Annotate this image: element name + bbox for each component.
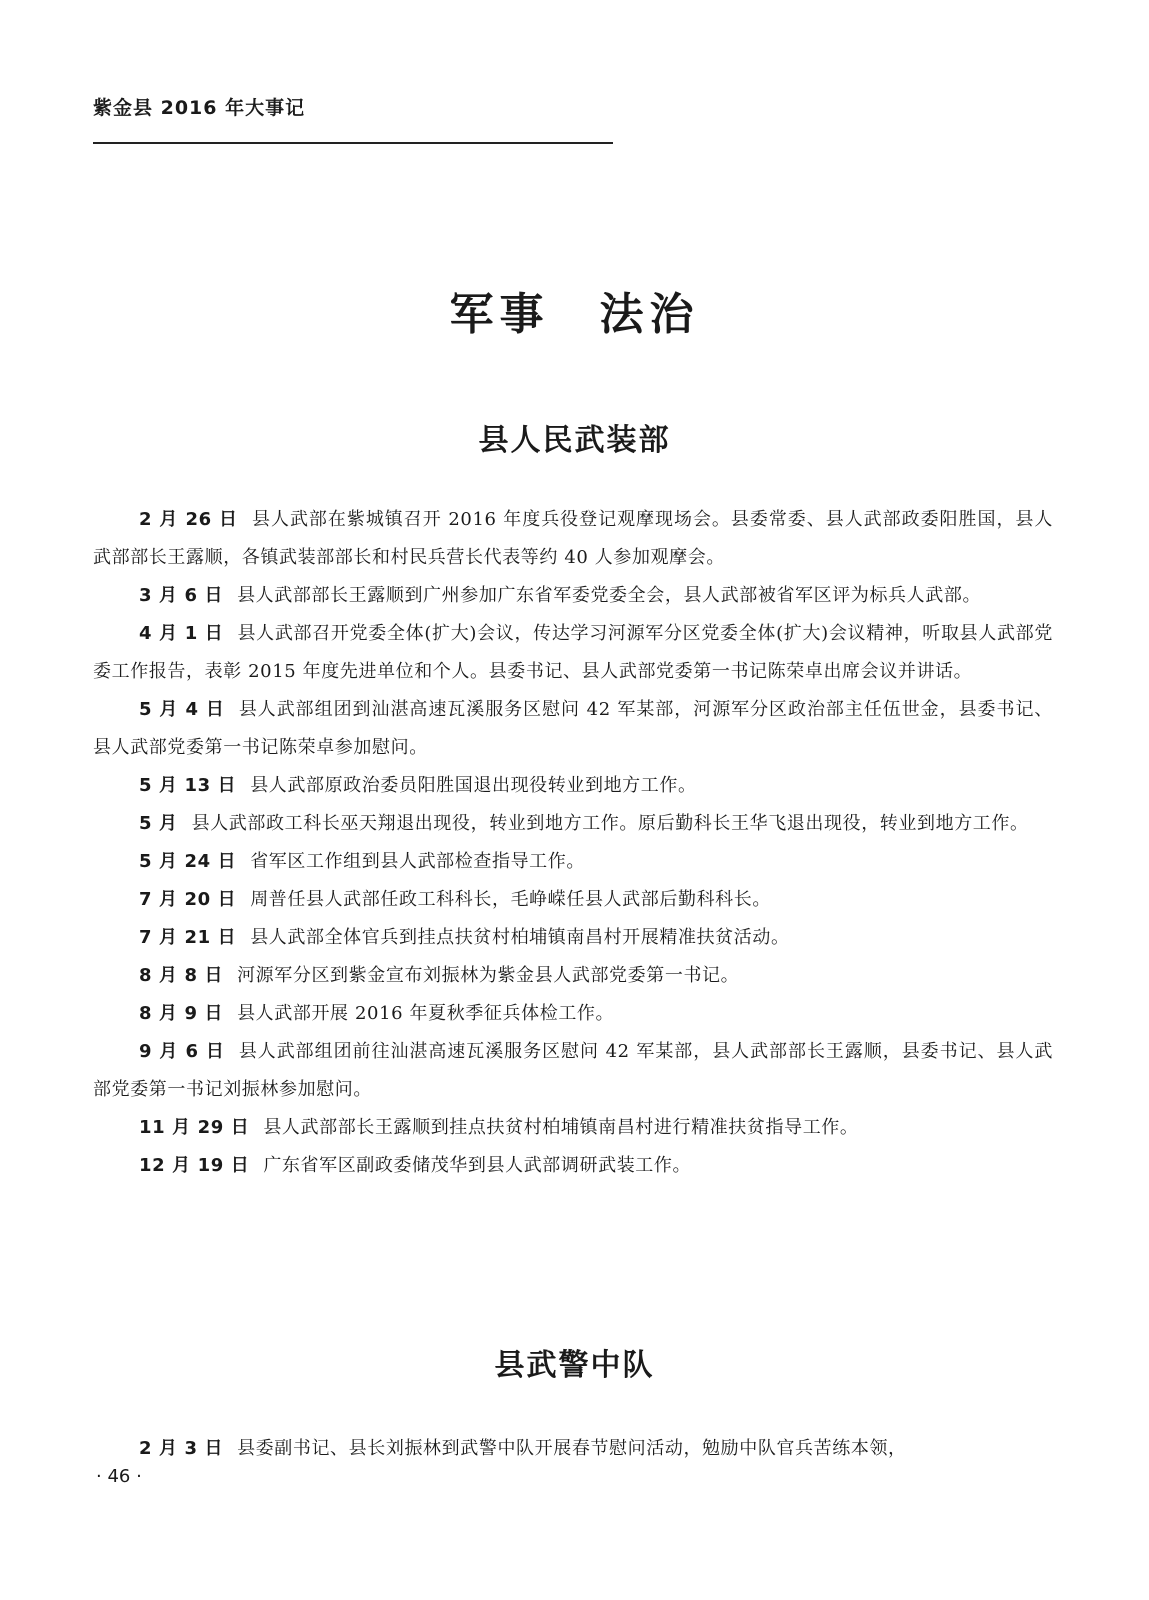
entry-text: 县人武部组团到汕湛高速瓦溪服务区慰问 42 军某部，河源军分区政治部主任伍世金，县委书记、县人武部党委第一书记陈荣卓参加慰问。 [93, 699, 1053, 758]
entry-text: 周普任县人武部任政工科科长，毛峥嵘任县人武部后勤科科长。 [250, 889, 771, 910]
list-item [93, 957, 1053, 995]
entry-date: 3 月 6 日 [139, 585, 224, 606]
list-item [93, 501, 1053, 577]
entry-date: 5 月 24 日 [139, 851, 237, 872]
list-item [93, 1033, 1053, 1109]
entry-date: 5 月 13 日 [139, 775, 237, 796]
entry-text: 河源军分区到紫金宣布刘振林为紫金县人武部党委第一书记。 [237, 965, 740, 986]
running-header: 紫金县 2016 年大事记 [93, 97, 306, 119]
entry-text: 县人武部召开党委全体(扩大)会议，传达学习河源军分区党委全体(扩大)会议精神，听取县人武部党委工作报告，表彰 2015 年度先进单位和个人。县委书记、县人武部党委第一书记陈荣卓出席会议并讲话。 [93, 623, 1053, 682]
list-item [93, 1147, 1053, 1185]
entry-date: 5 月 4 日 [139, 699, 225, 720]
list-item [93, 919, 1053, 957]
entry-date: 8 月 9 日 [139, 1003, 224, 1024]
entry-date: 7 月 21 日 [139, 927, 237, 948]
entry-text: 县人武部原政治委员阳胜国退出现役转业到地方工作。 [250, 775, 697, 796]
chapter-title: 军事 法治 [449, 289, 700, 340]
entry-text: 县人武部开展 2016 年夏秋季征兵体检工作。 [237, 1003, 615, 1024]
list-item [93, 805, 1053, 843]
entry-text: 县人武部组团前往汕湛高速瓦溪服务区慰问 42 军某部，县人武部部长王露顺，县委书记、县人武部党委第一书记刘振林参加慰问。 [93, 1041, 1053, 1100]
list-item [93, 577, 1053, 615]
entry-text: 县委副书记、县长刘振林到武警中队开展春节慰问活动，勉励中队官兵苦练本领， [237, 1438, 907, 1459]
entry-date: 2 月 3 日 [139, 1438, 224, 1459]
entry-text: 广东省军区副政委储茂华到县人武部调研武装工作。 [263, 1155, 692, 1176]
entry-list-people-armed-forces [93, 501, 1053, 1185]
list-item [93, 843, 1053, 881]
entry-date: 9 月 6 日 [139, 1041, 225, 1062]
list-item [93, 881, 1053, 919]
list-item [93, 691, 1053, 767]
entry-date: 8 月 8 日 [139, 965, 224, 986]
entry-date: 2 月 26 日 [139, 509, 239, 530]
list-item [93, 995, 1053, 1033]
entry-text: 县人武部在紫城镇召开 2016 年度兵役登记观摩现场会。县委常委、县人武部政委阳胜国，县人武部部长王露顺，各镇武装部部长和村民兵营长代表等约 40 人参加观摩会。 [93, 509, 1053, 568]
entry-date: 4 月 1 日 [139, 623, 224, 644]
list-item [93, 1430, 1053, 1468]
list-item [93, 767, 1053, 805]
list-item [93, 1109, 1053, 1147]
entry-date: 7 月 20 日 [139, 889, 237, 910]
entry-date: 12 月 19 日 [139, 1155, 250, 1176]
entry-date: 11 月 29 日 [139, 1117, 250, 1138]
entry-text: 县人武部政工科长巫天翔退出现役，转业到地方工作。原后勤科长王华飞退出现役，转业到地方工作。 [191, 813, 1029, 834]
entry-text: 省军区工作组到县人武部检查指导工作。 [250, 851, 585, 872]
list-item [93, 615, 1053, 691]
section-title-armed-police: 县武警中队 [494, 1348, 655, 1383]
entry-date: 5 月 [139, 813, 178, 834]
entry-text: 县人武部部长王露顺到挂点扶贫村柏埔镇南昌村进行精准扶贫指导工作。 [263, 1117, 859, 1138]
header-rule [93, 142, 613, 144]
entry-text: 县人武部部长王露顺到广州参加广东省军委党委全会，县人武部被省军区评为标兵人武部。 [237, 585, 982, 606]
section-title-people-armed-forces: 县人民武装部 [478, 423, 671, 458]
entry-text: 县人武部全体官兵到挂点扶贫村柏埔镇南昌村开展精准扶贫活动。 [250, 927, 790, 948]
entry-list-armed-police [93, 1430, 1053, 1468]
page-number: · 46 · [96, 1466, 142, 1487]
